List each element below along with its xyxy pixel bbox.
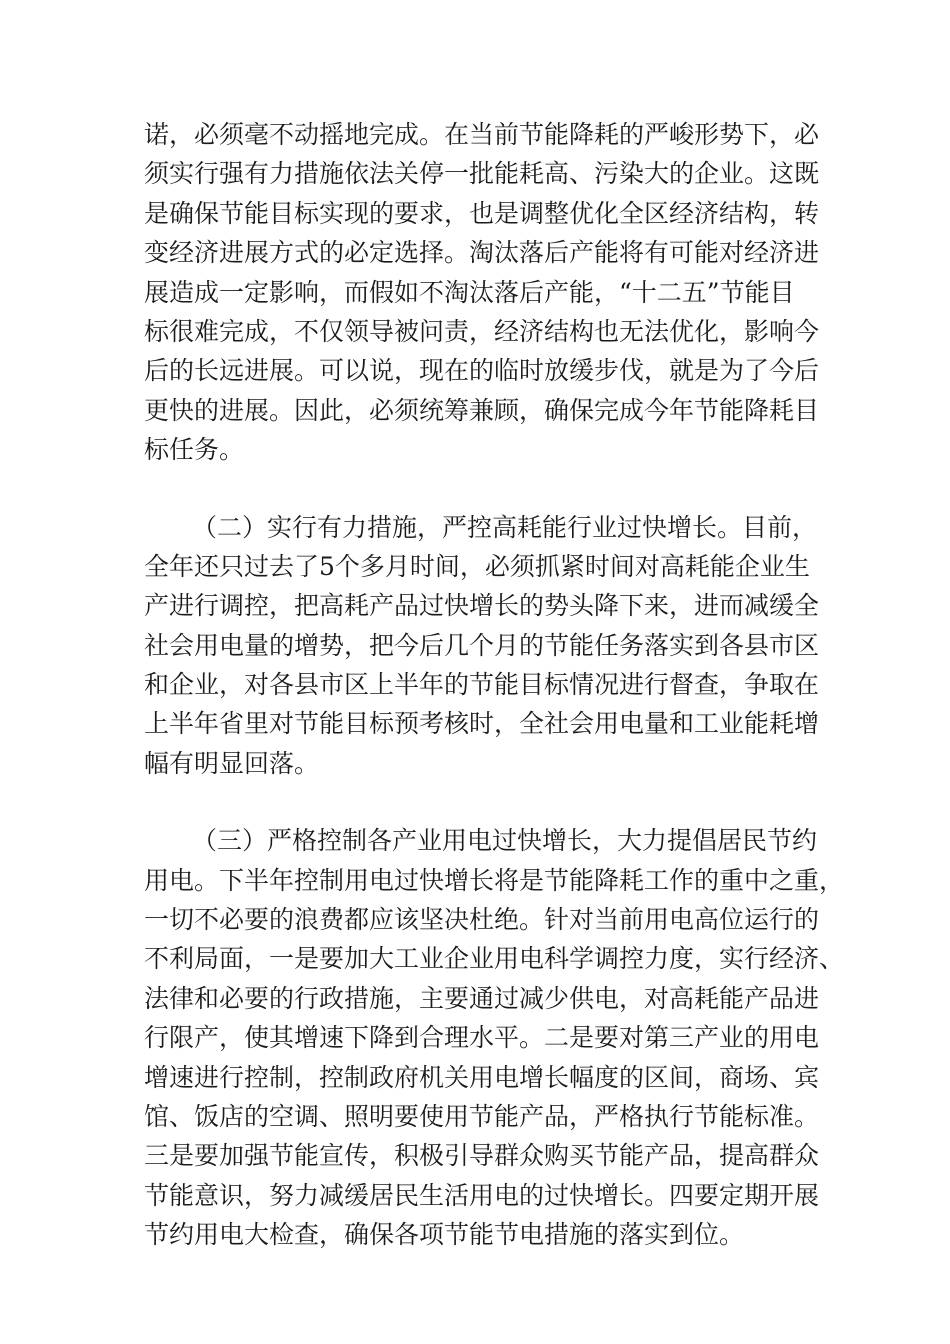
text-line: （三）严格控制各产业用电过快增长，大力提倡居民节约 [192, 826, 818, 856]
text-line: 标任务。 [144, 435, 245, 465]
text-line: 行限产，使其增速下降到合理水平。二是要对第三产业的用电 [144, 1023, 820, 1053]
text-line: 法律和必要的行政措施，主要通过减少供电，对高耗能产品进 [144, 983, 820, 1013]
paragraph-section-three [144, 821, 845, 1254]
text-line: 用电。下半年控制用电过快增长将是节能降耗工作的重中之重， [144, 865, 845, 895]
text-line: 节能意识，努力减缓居民生活用电的过快增长。四要定期开展 [144, 1180, 820, 1210]
text-line: 产进行调控，把高耗产品过快增长的势头降下来，进而减缓全 [144, 591, 820, 621]
text-line: 变经济进展方式的必定选择。淘汰落后产能将有可能对经济进 [144, 238, 820, 268]
text-line: 馆、饭店的空调、照明要使用节能产品，严格执行节能标准。 [144, 1101, 820, 1131]
text-line: 全年还只过去了5个多月时间，必须抓紧时间对高耗能企业生 [144, 551, 810, 581]
text-line: 后的长远进展。可以说，现在的临时放缓步伐，就是为了今后 [144, 356, 820, 386]
text-line: 更快的进展。因此，必须统筹兼顾，确保完成今年节能降耗目 [144, 395, 820, 425]
text-line: 一切不必要的浪费都应该坚决杜绝。针对当前用电高位运行的 [144, 905, 820, 935]
text-line: 诺，必须毫不动摇地完成。在当前节能降耗的严峻形势下，必 [144, 120, 820, 149]
text-line: 是确保节能目标实现的要求，也是调整优化全区经济结构，转 [144, 198, 820, 228]
text-line: 社会用电量的增势，把今后几个月的节能任务落实到各县市区 [144, 630, 820, 660]
text-line: 增速进行控制，控制政府机关用电增长幅度的区间，商场、宾 [144, 1062, 820, 1092]
document-body [144, 115, 845, 1255]
text-line: 上半年省里对节能目标预考核时，全社会用电量和工业能耗增 [144, 709, 820, 739]
text-line: 不利局面，一是要加大工业企业用电科学调控力度，实行经济、 [144, 944, 845, 974]
text-line: （二）实行有力措施，严控高耗能行业过快增长。目前， [192, 512, 818, 542]
paragraph-section-two [144, 508, 824, 784]
paragraph-continuation [144, 115, 824, 470]
text-line: 三是要加强节能宣传，积极引导群众购买节能产品，提高群众 [144, 1141, 820, 1171]
text-line: 须实行强有力措施依法关停一批能耗高、污染大的企业。这既 [144, 159, 820, 189]
text-line: 展造成一定影响，而假如不淘汰落后产能，“十二五”节能目 [144, 277, 795, 307]
text-line: 和企业，对各县市区上半年的节能目标情况进行督查，争取在 [144, 670, 820, 700]
text-line: 标很难完成，不仅领导被问责，经济结构也无法优化，影响今 [144, 316, 820, 346]
text-line: 节约用电大检查，确保各项节能节电措施的落实到位。 [144, 1220, 745, 1250]
text-line: 幅有明显回落。 [144, 748, 320, 778]
